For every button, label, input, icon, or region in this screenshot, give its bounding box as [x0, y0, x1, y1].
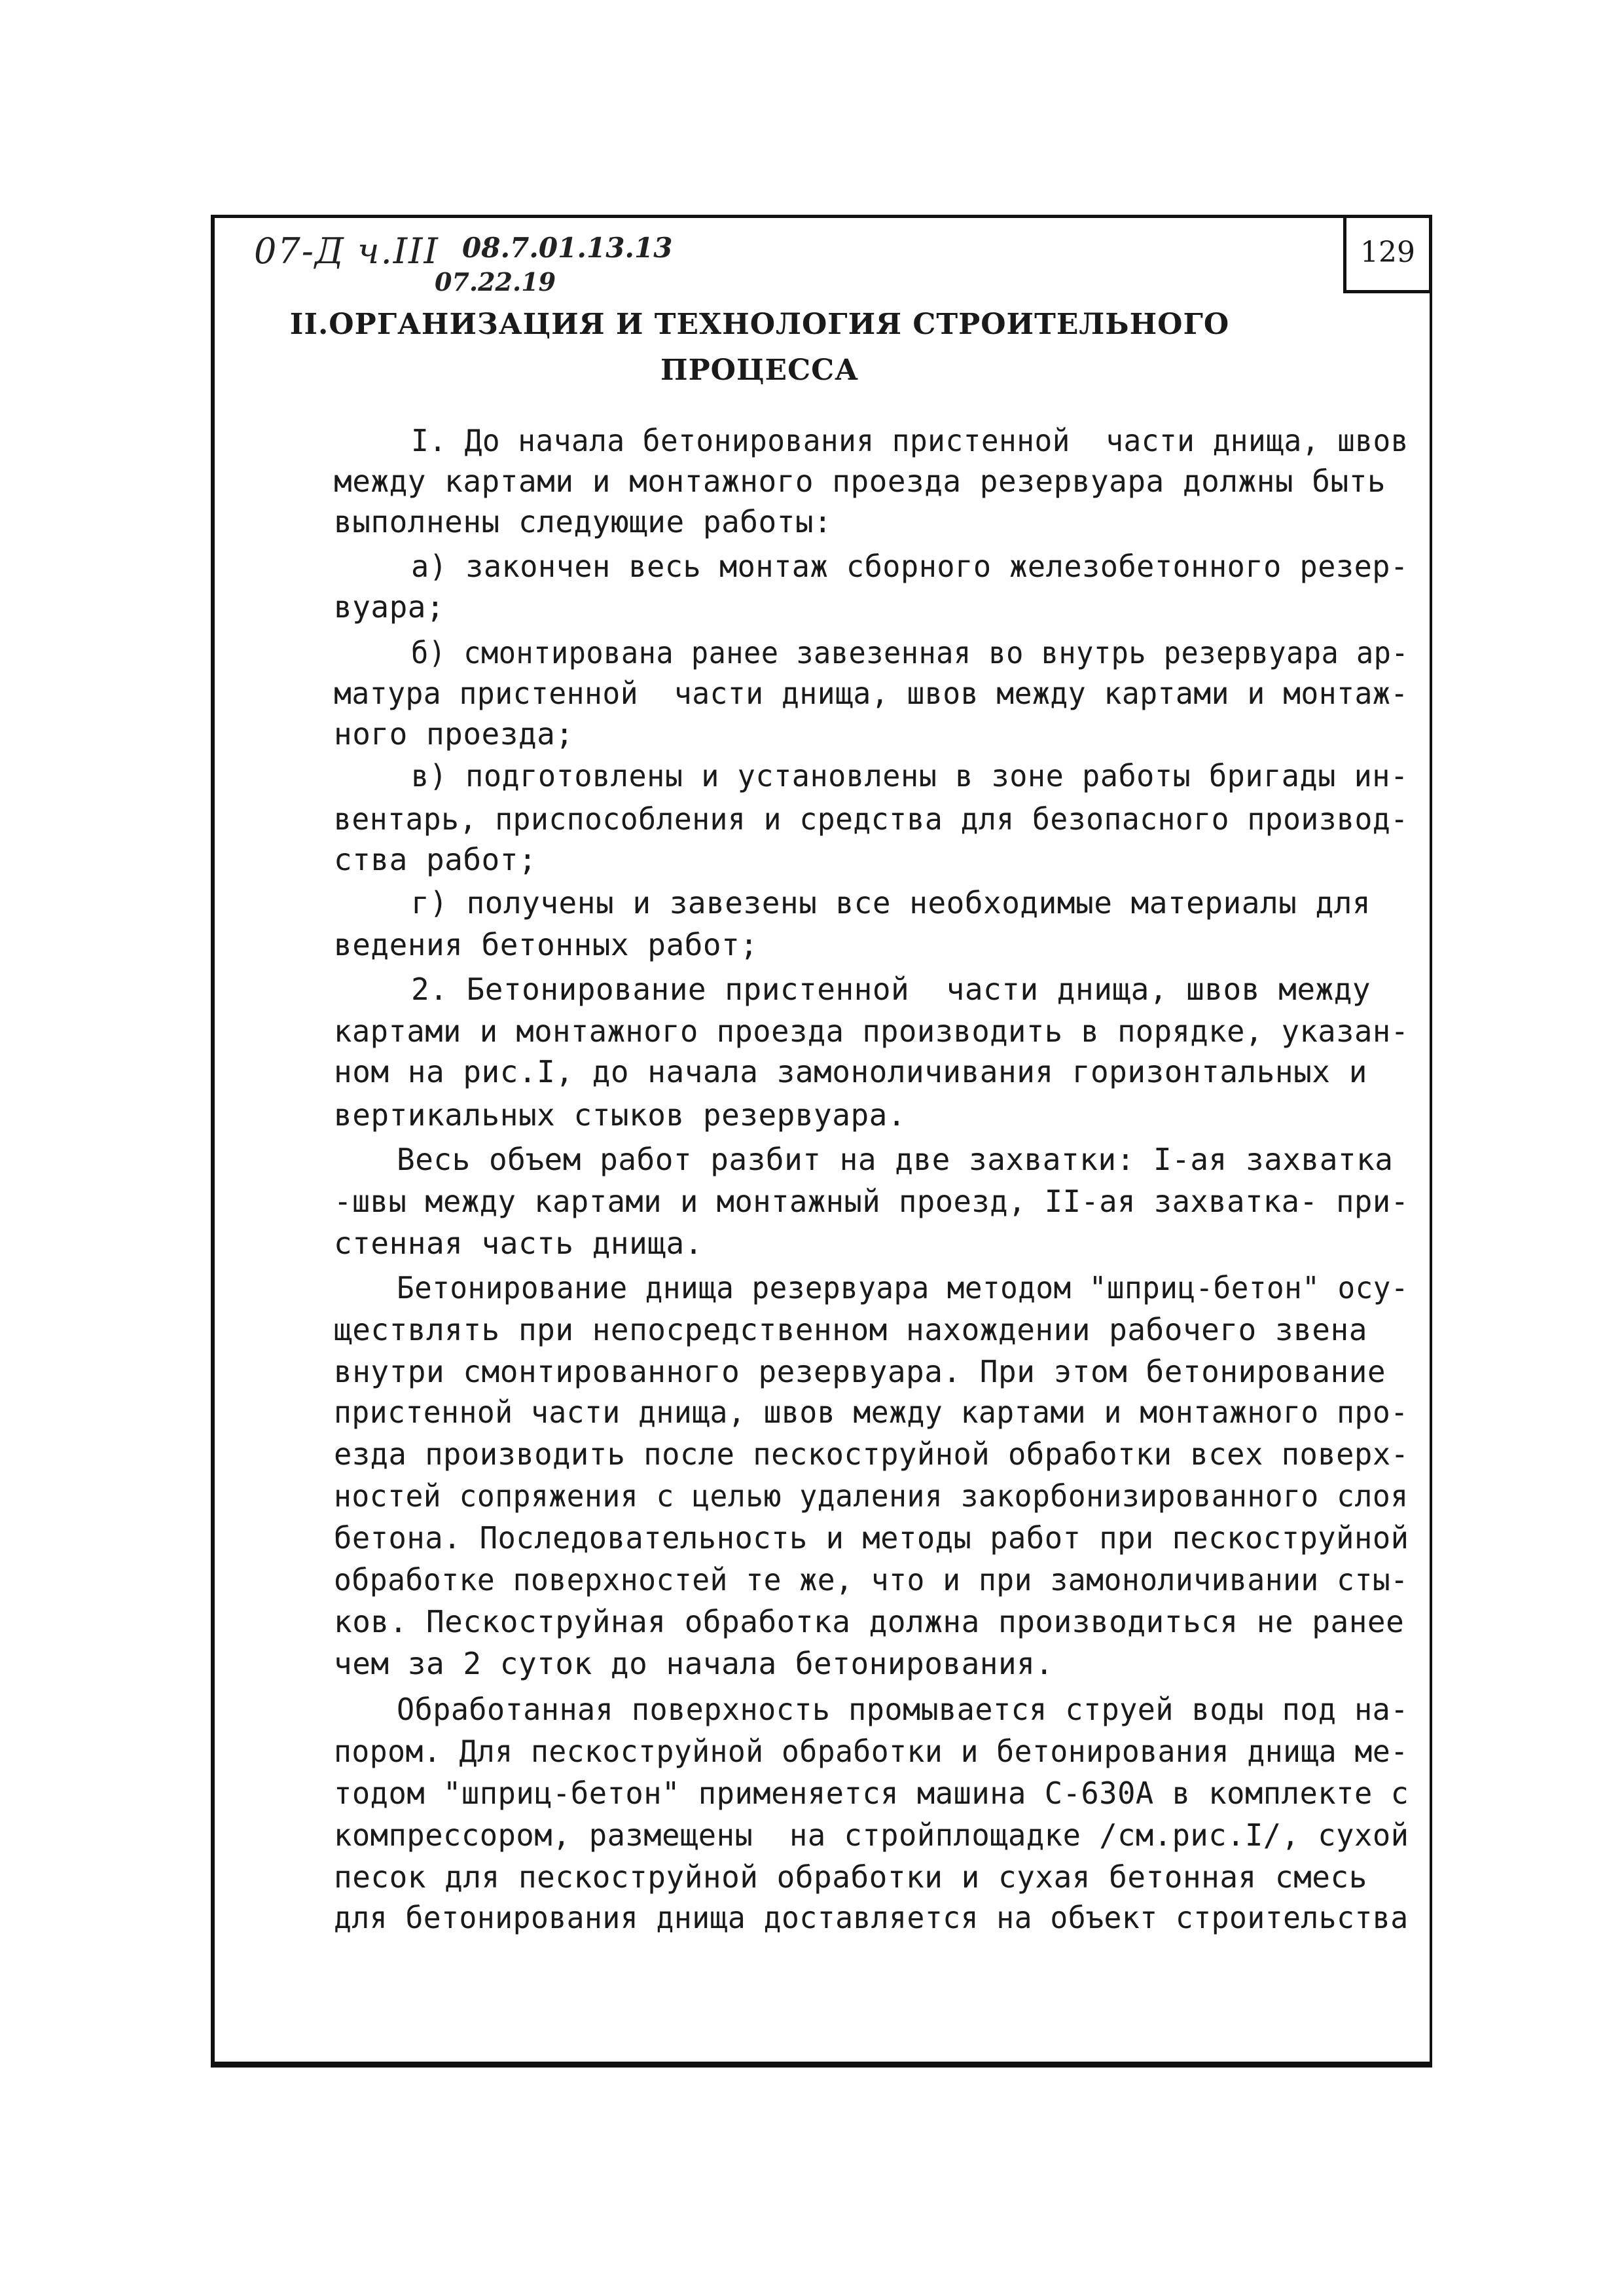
handwritten-code: 07-Д ч.III	[254, 230, 439, 272]
body-line: в) подготовлены и установлены в зоне работы бригады ин-	[411, 758, 1409, 793]
document-code-primary: 08.7.01.13.13	[462, 232, 673, 264]
body-line: г) получены и завезены все необходимые материалы для	[411, 885, 1371, 920]
body-line: между картами и монтажного проезда резервуара должны быть	[334, 464, 1386, 499]
body-line: б) смонтирована ранее завезенная во внутрь резервуара ар-	[411, 635, 1409, 670]
body-line: ства работ;	[334, 842, 537, 877]
body-line: вуара;	[334, 589, 445, 625]
section-heading-line1: II.ОРГАНИЗАЦИЯ И ТЕХНОЛОГИЯ СТРОИТЕЛЬНОГО	[289, 308, 1230, 341]
body-line: бетона. Последовательность и методы работ при пескоструйной	[334, 1520, 1409, 1556]
body-line: вертикальных стыков резервуара.	[334, 1097, 907, 1133]
page-number: 129	[1343, 215, 1432, 293]
body-line: Бетонирование днища резервуара методом "шприц-бетон" осу-	[397, 1270, 1409, 1305]
body-line: компрессором, размещены на стройплощадке /см.рис.I/, сухой	[334, 1817, 1409, 1853]
body-line: внутри смонтированного резервуара. При этом бетонирование	[334, 1354, 1386, 1389]
body-line: а) закончен весь монтаж сборного железобетонного резер-	[411, 549, 1409, 584]
body-line: I. До начала бетонирования пристенной части днища, швов	[411, 423, 1409, 458]
body-line: 2. Бетонирование пристенной части днища, швов между	[411, 972, 1371, 1007]
body-line: стенная часть днища.	[334, 1226, 703, 1261]
body-line: ществлять при непосредственном нахождении рабочего звена	[334, 1312, 1367, 1347]
body-line: обработке поверхностей те же, что и при замоноличивании сты-	[334, 1562, 1409, 1597]
body-line: пристенной части днища, швов между картами и монтажного про-	[334, 1394, 1409, 1430]
body-line: песок для пескоструйной обработки и сухая бетонная смесь	[334, 1859, 1367, 1895]
body-line: Обработанная поверхность промывается струей воды под на-	[397, 1692, 1409, 1727]
body-line: ков. Пескоструйная обработка должна производиться не ранее	[334, 1604, 1405, 1639]
body-line: ном на рис.I, до начала замоноличивания горизонтальных и	[334, 1054, 1367, 1089]
body-line: картами и монтажного проезда производить в порядке, указан-	[334, 1013, 1409, 1049]
body-line: вентарь, приспособления и средства для безопасного производ-	[334, 801, 1409, 837]
body-line: -швы между картами и монтажный проезд, II-ая захватка- при-	[334, 1184, 1409, 1219]
body-line: для бетонирования днища доставляется на объект строительства	[334, 1900, 1409, 1935]
body-line: чем за 2 суток до начала бетонирования.	[334, 1646, 1054, 1681]
body-line: езда производить после пескоструйной обработки всех поверх-	[334, 1436, 1409, 1472]
body-line: ного проезда;	[334, 716, 574, 752]
document-code-secondary: 07.22.19	[435, 267, 556, 297]
body-line: ведения бетонных работ;	[334, 927, 759, 962]
body-line: выполнены следующие работы:	[334, 504, 833, 539]
body-line: матура пристенной части днища, швов между картами и монтаж-	[334, 676, 1409, 711]
body-line: Весь объем работ разбит на две захватки: I-ая захватка	[397, 1142, 1394, 1177]
body-line: тодом "шприц-бетон" применяется машина С-630А в комплекте с	[334, 1776, 1409, 1811]
body-line: ностей сопряжения с целью удаления закорбонизированного слоя	[334, 1478, 1409, 1514]
section-heading-line2: ПРОЦЕССА	[660, 354, 859, 387]
body-line: пором. Для пескоструйной обработки и бетонирования днища ме-	[334, 1734, 1409, 1769]
